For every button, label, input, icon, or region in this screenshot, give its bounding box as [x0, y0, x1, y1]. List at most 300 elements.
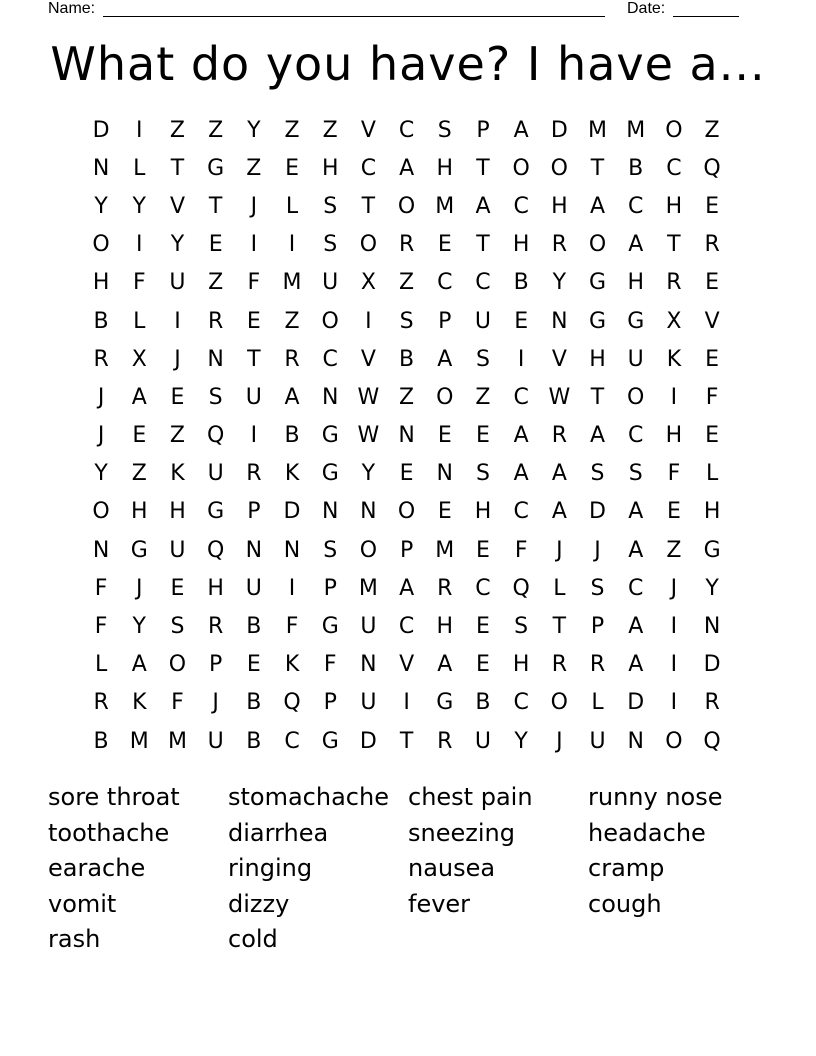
grid-letter: W — [357, 384, 380, 410]
grid-letter: B — [246, 728, 262, 754]
grid-letter: A — [628, 652, 644, 678]
grid-letter: W — [548, 384, 571, 410]
grid-letter: S — [514, 614, 529, 640]
word-list-item: headache — [588, 818, 706, 847]
grid-letter: C — [628, 575, 644, 601]
grid-letter: S — [323, 193, 338, 219]
grid-letter: C — [398, 117, 415, 143]
grid-letter: D — [589, 499, 606, 525]
grid-letter: C — [398, 614, 415, 640]
grid-letter: E — [705, 423, 720, 449]
grid-letter: H — [321, 155, 339, 181]
grid-letter: H — [512, 232, 530, 258]
grid-letter: T — [247, 346, 261, 372]
name-blank-line — [103, 16, 605, 17]
grid-letter: E — [285, 155, 299, 181]
word-list-item: earache — [48, 854, 146, 883]
grid-letter: Z — [284, 308, 300, 334]
grid-letter: I — [250, 423, 258, 449]
grid-letter: F — [285, 614, 299, 640]
grid-letter: N — [207, 346, 224, 372]
grid-letter: H — [512, 652, 530, 678]
grid-letter: W — [357, 423, 380, 449]
grid-letter: N — [436, 461, 454, 487]
grid-letter: N — [398, 423, 415, 449]
worksheet-header — [48, 0, 748, 20]
grid-letter: Q — [206, 423, 225, 449]
grid-letter: D — [627, 690, 645, 716]
grid-letter: I — [670, 614, 678, 640]
grid-letter: Y — [132, 193, 146, 219]
grid-letter: X — [666, 308, 682, 334]
grid-letter: B — [284, 423, 300, 449]
grid-letter: F — [514, 537, 528, 563]
grid-letter: T — [399, 728, 414, 754]
grid-letter: G — [207, 499, 225, 525]
grid-letter: R — [93, 690, 109, 716]
grid-letter: T — [590, 384, 605, 410]
grid-letter: O — [627, 384, 645, 410]
grid-letter: S — [323, 537, 338, 563]
grid-letter: Y — [132, 614, 146, 640]
grid-letter: C — [437, 270, 453, 296]
grid-letter: K — [284, 461, 300, 487]
grid-letter: G — [436, 690, 454, 716]
grid-letter: U — [245, 384, 262, 410]
grid-letter: Y — [705, 575, 719, 601]
grid-letter: L — [591, 690, 604, 716]
grid-letter: R — [208, 308, 224, 334]
grid-letter: I — [136, 117, 143, 143]
grid-letter: J — [174, 346, 181, 372]
grid-letter: U — [245, 575, 262, 601]
word-list-item: diarrhea — [228, 818, 329, 847]
page-title: What do you have? I have a... — [50, 37, 766, 91]
grid-letter: A — [590, 193, 606, 219]
grid-letter: L — [94, 652, 108, 678]
grid-letter: E — [399, 461, 414, 487]
grid-letter: G — [703, 537, 721, 563]
grid-letter: J — [97, 423, 105, 449]
word-list-item: cold — [228, 925, 278, 954]
grid-letter: I — [670, 384, 678, 410]
grid-letter: Q — [703, 728, 721, 754]
grid-letter: N — [92, 537, 110, 563]
grid-letter: E — [476, 537, 490, 563]
grid-letter: E — [437, 232, 452, 258]
grid-letter: Z — [284, 117, 300, 143]
word-list-item: runny nose — [588, 783, 723, 811]
grid-letter: O — [168, 652, 187, 678]
grid-letter: H — [627, 270, 644, 296]
grid-letter: H — [436, 614, 454, 640]
grid-letter: E — [170, 575, 185, 601]
grid-letter: E — [514, 308, 529, 334]
grid-letter: H — [703, 499, 721, 525]
grid-letter: P — [476, 117, 490, 143]
grid-letter: G — [321, 461, 339, 487]
grid-letter: K — [284, 652, 300, 678]
grid-letter: K — [666, 346, 682, 372]
grid-letter: Y — [94, 193, 108, 219]
grid-letter: S — [628, 461, 643, 487]
grid-letter: I — [250, 232, 258, 258]
grid-letter: H — [92, 270, 110, 296]
grid-letter: I — [288, 232, 296, 258]
grid-letter: H — [436, 155, 454, 181]
grid-letter: T — [590, 155, 605, 181]
grid-letter: N — [627, 728, 644, 754]
grid-letter: R — [437, 728, 453, 754]
grid-letter: D — [550, 117, 568, 143]
grid-letter: A — [551, 461, 567, 487]
grid-letter: R — [704, 690, 720, 716]
grid-letter: I — [670, 652, 678, 678]
grid-letter: E — [666, 499, 681, 525]
grid-letter: B — [628, 155, 644, 181]
grid-letter: T — [552, 614, 567, 640]
grid-letter: N — [92, 155, 110, 181]
word-list-item: sore throat — [48, 783, 180, 811]
grid-letter: O — [359, 537, 378, 563]
grid-letter: A — [628, 537, 644, 563]
word-list-item: cough — [588, 889, 662, 918]
grid-letter: T — [361, 193, 376, 219]
grid-letter: E — [476, 423, 490, 449]
grid-letter: L — [705, 461, 719, 487]
grid-letter: O — [550, 155, 568, 181]
grid-letter: H — [207, 575, 224, 601]
grid-letter: J — [212, 690, 219, 716]
grid-letter: E — [437, 499, 452, 525]
grid-letter: A — [399, 155, 415, 181]
date-blank-line — [673, 16, 739, 17]
grid-letter: Z — [169, 117, 185, 143]
grid-letter: U — [627, 346, 644, 372]
grid-letter: A — [131, 652, 147, 678]
grid-letter: F — [705, 384, 719, 410]
grid-letter: G — [321, 423, 339, 449]
grid-letter: V — [360, 117, 376, 143]
grid-letter: O — [665, 117, 683, 143]
grid-letter: O — [92, 499, 110, 525]
grid-letter: F — [667, 461, 681, 487]
grid-letter: G — [589, 270, 607, 296]
grid-letter: E — [170, 384, 185, 410]
grid-letter: U — [360, 614, 377, 640]
grid-letter: V — [360, 346, 376, 372]
grid-letter: V — [399, 652, 415, 678]
grid-letter: A — [628, 499, 644, 525]
grid-letter: A — [551, 499, 567, 525]
grid-letter: P — [323, 690, 337, 716]
grid-letter: L — [133, 155, 146, 181]
grid-letter: O — [92, 232, 110, 258]
grid-letter: I — [670, 690, 678, 716]
grid-letter: A — [131, 384, 147, 410]
grid-letter: A — [284, 384, 300, 410]
grid-letter: A — [437, 346, 453, 372]
grid-letter: G — [130, 537, 148, 563]
word-list-item: stomachache — [228, 783, 389, 811]
grid-letter: C — [284, 728, 300, 754]
grid-letter: L — [553, 575, 566, 601]
grid-letter: N — [321, 384, 339, 410]
word-list — [48, 780, 768, 958]
grid-letter: F — [94, 575, 108, 601]
grid-letter: Q — [703, 155, 721, 181]
grid-letter: Z — [475, 384, 491, 410]
grid-letter: S — [170, 614, 185, 640]
grid-letter: Z — [704, 117, 720, 143]
grid-letter: P — [590, 614, 605, 640]
grid-letter: G — [321, 728, 339, 754]
grid-letter: R — [666, 270, 682, 296]
word-list-item: sneezing — [408, 818, 515, 847]
grid-letter: U — [474, 728, 492, 754]
grid-letter: H — [551, 193, 568, 219]
grid-letter: L — [133, 308, 146, 334]
grid-letter: C — [513, 384, 529, 410]
grid-letter: A — [399, 575, 415, 601]
grid-letter: M — [588, 117, 608, 143]
grid-letter: C — [513, 499, 529, 525]
grid-letter: N — [360, 652, 377, 678]
grid-letter: B — [513, 270, 529, 296]
grid-letter: E — [208, 232, 223, 258]
grid-letter: S — [437, 117, 452, 143]
grid-letter: M — [435, 193, 455, 219]
grid-letter: B — [93, 308, 109, 334]
grid-letter: J — [136, 575, 143, 601]
grid-letter: X — [131, 346, 147, 372]
grid-letter: O — [397, 499, 416, 525]
grid-letter: O — [359, 232, 378, 258]
grid-letter: T — [667, 232, 681, 258]
grid-letter: T — [476, 232, 490, 258]
grid-letter: V — [551, 346, 567, 372]
grid-letter: M — [282, 270, 302, 296]
grid-letter: Z — [208, 270, 224, 296]
grid-letter: V — [169, 193, 185, 219]
grid-letter: S — [208, 384, 223, 410]
grid-letter: U — [322, 270, 339, 296]
grid-letter: F — [94, 614, 108, 640]
word-list-item: dizzy — [228, 889, 290, 918]
grid-letter: A — [513, 423, 529, 449]
grid-letter: M — [435, 537, 455, 563]
word-list-item: chest pain — [408, 783, 533, 811]
grid-letter: H — [474, 499, 492, 525]
grid-letter: Z — [399, 270, 415, 296]
grid-letter: C — [475, 575, 491, 601]
grid-letter: E — [437, 423, 452, 449]
grid-letter: K — [132, 690, 147, 716]
grid-letter: E — [476, 614, 490, 640]
grid-letter: Z — [246, 155, 262, 181]
grid-letter: I — [403, 690, 410, 716]
grid-letter: P — [438, 308, 452, 334]
grid-letter: U — [589, 728, 606, 754]
grid-letter: J — [556, 728, 563, 754]
grid-letter: I — [136, 232, 143, 258]
word-list-item: fever — [408, 889, 471, 918]
grid-letter: H — [131, 499, 148, 525]
grid-letter: R — [551, 652, 567, 678]
grid-letter: R — [284, 346, 300, 372]
grid-letter: O — [321, 308, 339, 334]
grid-letter: C — [322, 346, 338, 372]
grid-letter: V — [704, 308, 720, 334]
grid-letter: A — [590, 423, 606, 449]
grid-letter: D — [359, 728, 377, 754]
grid-letter: M — [167, 728, 187, 754]
grid-letter: S — [475, 461, 490, 487]
grid-letter: T — [208, 193, 223, 219]
word-list-item: rash — [48, 925, 101, 954]
grid-letter: Z — [666, 537, 682, 563]
grid-letter: C — [513, 690, 529, 716]
grid-letter: X — [360, 270, 376, 296]
grid-letter: R — [551, 232, 567, 258]
grid-letter: H — [665, 423, 683, 449]
grid-letter: I — [517, 346, 525, 372]
grid-letter: F — [323, 652, 337, 678]
grid-letter: Y — [170, 232, 185, 258]
name-label: Name: — [48, 0, 96, 17]
grid-letter: U — [169, 537, 186, 563]
grid-letter: R — [246, 461, 262, 487]
grid-letter: S — [590, 575, 605, 601]
grid-letter: N — [245, 537, 263, 563]
grid-letter: U — [207, 728, 224, 754]
grid-letter: Z — [169, 423, 185, 449]
grid-letter: Q — [283, 690, 301, 716]
grid-letter: H — [589, 346, 606, 372]
grid-letter: P — [399, 537, 414, 563]
grid-letter: M — [358, 575, 378, 601]
grid-letter: U — [474, 308, 492, 334]
grid-letter: O — [436, 384, 454, 410]
grid-letter: Y — [247, 117, 261, 143]
grid-letter: Q — [206, 537, 225, 563]
grid-letter: M — [626, 117, 646, 143]
grid-letter: Z — [131, 461, 147, 487]
word-list-item: toothache — [48, 818, 170, 847]
grid-letter: E — [246, 308, 261, 334]
grid-letter: B — [246, 614, 262, 640]
grid-letter: F — [247, 270, 261, 296]
grid-letter: B — [93, 728, 109, 754]
grid-letter: R — [551, 423, 567, 449]
grid-letter: Y — [361, 461, 376, 487]
grid-letter: D — [283, 499, 301, 525]
date-label: Date: — [627, 0, 666, 17]
grid-letter: B — [475, 690, 491, 716]
grid-letter: E — [705, 346, 720, 372]
grid-letter: S — [323, 232, 338, 258]
grid-letter: O — [512, 155, 530, 181]
grid-letter: P — [247, 499, 261, 525]
grid-letter: Y — [552, 270, 567, 296]
grid-letter: C — [360, 155, 377, 181]
grid-letter: K — [170, 461, 185, 487]
grid-letter: T — [476, 155, 490, 181]
grid-letter: G — [589, 308, 607, 334]
grid-letter: Z — [208, 117, 224, 143]
grid-letter: N — [551, 308, 568, 334]
grid-letter: C — [628, 193, 644, 219]
grid-letter: I — [174, 308, 181, 334]
grid-letter: R — [589, 652, 606, 678]
grid-letter: U — [360, 690, 377, 716]
grid-letter: Q — [512, 575, 530, 601]
grid-letter: J — [556, 537, 563, 563]
grid-letter: O — [550, 690, 568, 716]
grid-letter: J — [250, 193, 258, 219]
grid-letter: B — [399, 346, 415, 372]
grid-letter: G — [321, 614, 339, 640]
grid-letter: R — [704, 232, 720, 258]
word-list-item: ringing — [228, 854, 313, 883]
grid-letter: J — [97, 384, 105, 410]
grid-letter: P — [323, 575, 337, 601]
grid-letter: C — [513, 193, 529, 219]
letter-grid — [82, 111, 731, 760]
grid-letter: B — [246, 690, 262, 716]
grid-letter: L — [285, 193, 299, 219]
grid-letter: R — [437, 575, 453, 601]
grid-letter: D — [92, 117, 110, 143]
grid-letter: U — [207, 461, 224, 487]
grid-letter: G — [207, 155, 225, 181]
grid-letter: N — [360, 499, 377, 525]
grid-letter: N — [703, 614, 721, 640]
grid-letter: T — [170, 155, 185, 181]
grid-letter: C — [628, 423, 644, 449]
grid-letter: J — [594, 537, 601, 563]
grid-letter: A — [513, 461, 529, 487]
grid-letter: N — [283, 537, 301, 563]
grid-letter: O — [397, 193, 416, 219]
grid-letter: D — [703, 652, 721, 678]
word-list-item: nausea — [408, 854, 496, 883]
grid-letter: S — [399, 308, 414, 334]
grid-letter: N — [321, 499, 339, 525]
grid-letter: A — [437, 652, 453, 678]
grid-letter: R — [398, 232, 415, 258]
grid-letter: E — [132, 423, 147, 449]
grid-letter: E — [705, 270, 720, 296]
grid-letter: O — [588, 232, 607, 258]
grid-letter: Z — [322, 117, 338, 143]
grid-letter: Y — [514, 728, 528, 754]
grid-letter: F — [132, 270, 146, 296]
grid-letter: F — [171, 690, 184, 716]
grid-letter: I — [288, 575, 296, 601]
grid-letter: E — [705, 193, 720, 219]
word-list-item: vomit — [48, 889, 117, 918]
grid-letter: J — [670, 575, 678, 601]
grid-letter: U — [169, 270, 186, 296]
grid-letter: P — [209, 652, 223, 678]
grid-letter: A — [513, 117, 529, 143]
grid-letter: A — [628, 232, 644, 258]
grid-letter: C — [475, 270, 491, 296]
grid-letter: M — [129, 728, 149, 754]
grid-letter: E — [476, 652, 490, 678]
grid-letter: Z — [399, 384, 415, 410]
